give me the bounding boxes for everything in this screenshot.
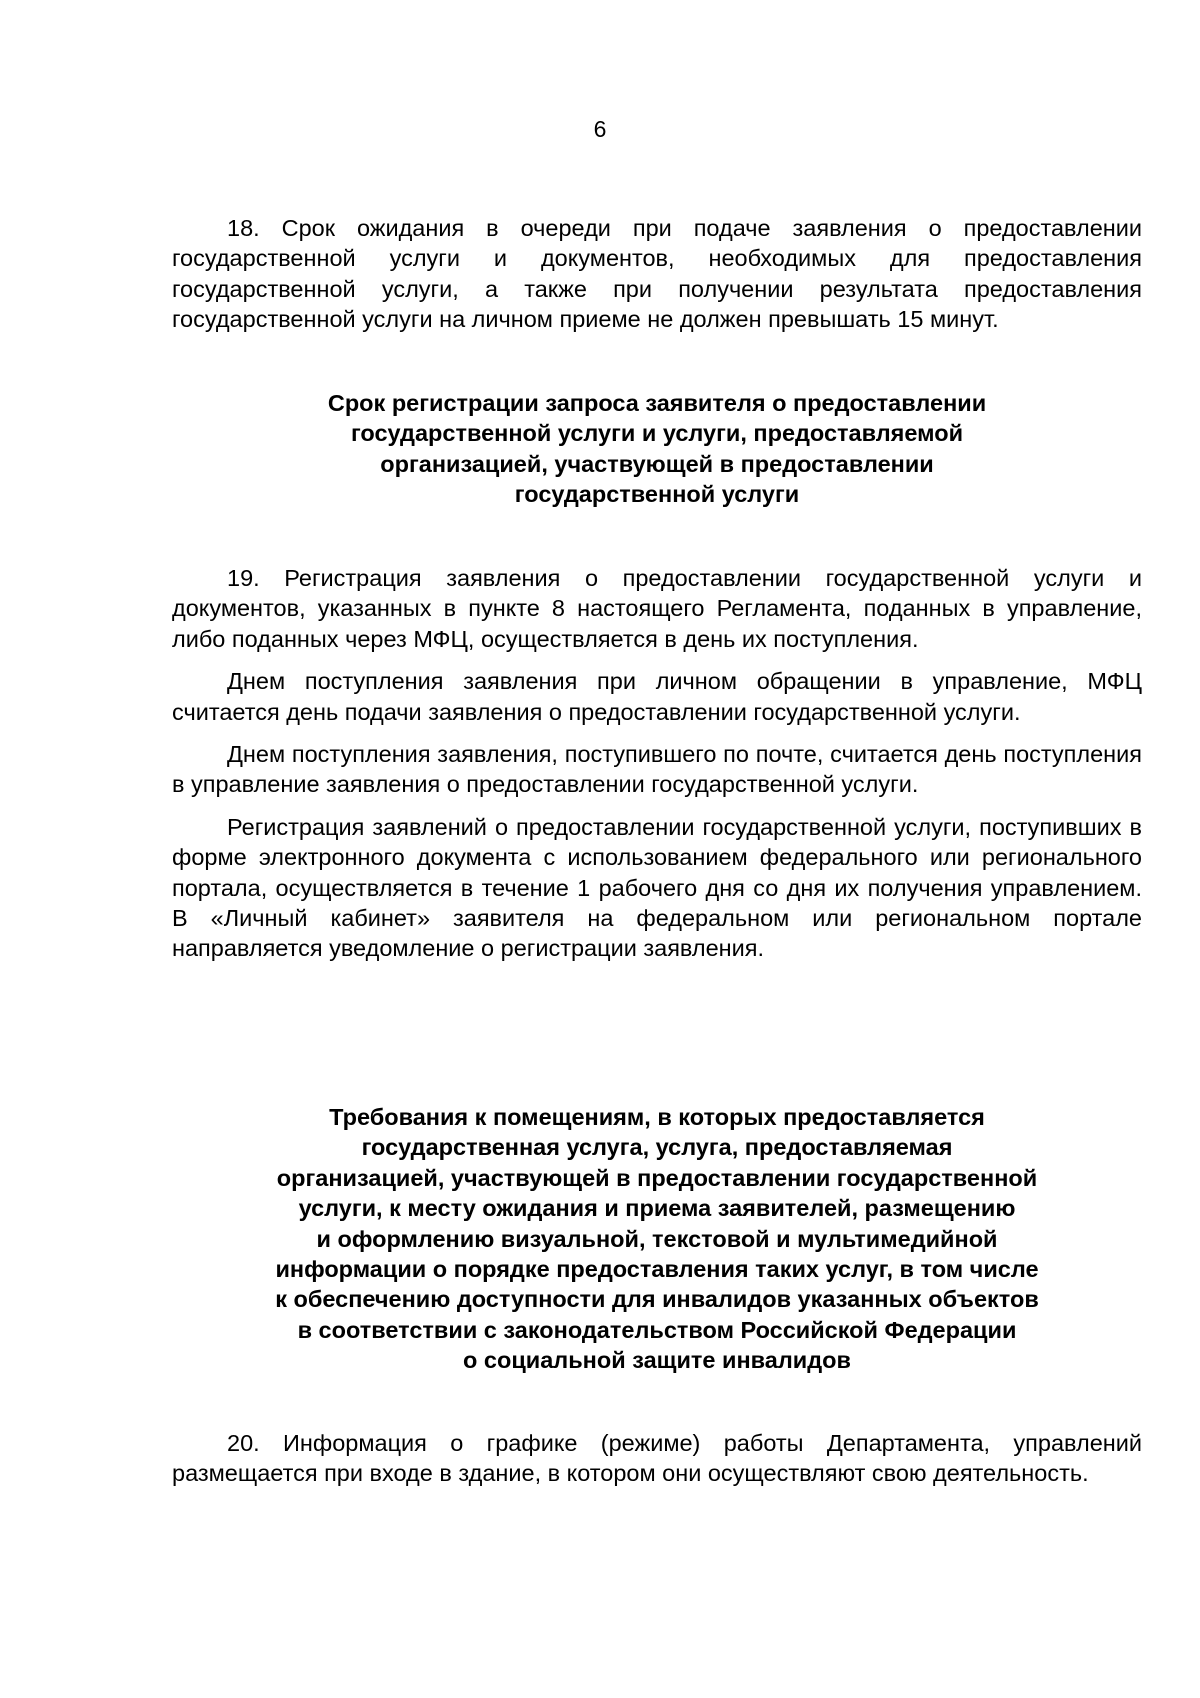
heading-line: к обеспечению доступности для инвалидов указанных объектов [275, 1286, 1039, 1313]
heading-line: организацией, участвующей в предоставлении государственной [276, 1164, 1038, 1191]
paragraph-18: 18. Срок ожидания в очереди при подаче заявления о предоставлении государственной услуги и документов, необходимых для предоставления государственной услуги, а также при получении результата предоставления государственной услуги на личном приеме не должен превышать 15 минут. [172, 215, 1142, 333]
section-20 [172, 1428, 1142, 1489]
paragraph-19-personal-visit: Днем поступления заявления при личном обращении в управление, МФЦ считается день подачи заявления о предоставлении государственной услуги. [172, 668, 1142, 725]
heading-line: государственной услуги и услуги, предоставляемой [350, 420, 964, 447]
heading-line: информации о порядке предоставления таких услуг, в том числе [275, 1256, 1039, 1283]
section-heading-registration-term [172, 388, 1142, 510]
heading-line: организацией, участвующей в предоставлении [380, 450, 934, 477]
heading-line: в соответствии с законодательством Российской Федерации [297, 1316, 1017, 1343]
section-18 [172, 213, 1142, 335]
page-number: 6 [593, 116, 607, 142]
paragraph-19-by-mail: Днем поступления заявления, поступившего по почте, считается день поступления в управление заявления о предоставлении государственной услуги. [172, 741, 1142, 798]
heading-line: услуги, к месту ожидания и приема заявителей, размещению [298, 1195, 1016, 1222]
heading-line: о социальной защите инвалидов [463, 1347, 851, 1374]
paragraph-19-electronic: Регистрация заявлений о предоставлении государственной услуги, поступивших в форме электронного документа с использованием федерального или регионального портала, осуществляется в течение 1 рабочего дня со дня их получения управлением. В «Личный кабинет» заявителя на федеральном или региональном портале направляется уведомление о регистрации заявления. [172, 813, 1142, 962]
section-19 [172, 563, 1142, 964]
heading-line: и оформлению визуальной, текстовой и мультимедийной [316, 1225, 998, 1252]
heading-line: Требования к помещениям, в которых предоставляется [329, 1104, 985, 1130]
heading-line: государственная услуга, услуга, предоставляемая [361, 1134, 953, 1161]
paragraph-20: 20. Информация о графике (режиме) работы Департамента, управлений размещается при входе в здание, в котором они осуществляют свою деятельность. [172, 1430, 1142, 1487]
heading-line: Срок регистрации запроса заявителя о предоставлении [327, 390, 987, 416]
section-heading-premises-requirements [172, 1102, 1142, 1376]
paragraph-19: 19. Регистрация заявления о предоставлении государственной услуги и документов, указанных в пункте 8 настоящего Регламента, поданных в управление, либо поданных через МФЦ, осуществляется в день их поступления. [172, 565, 1142, 652]
heading-line: государственной услуги [514, 481, 800, 508]
